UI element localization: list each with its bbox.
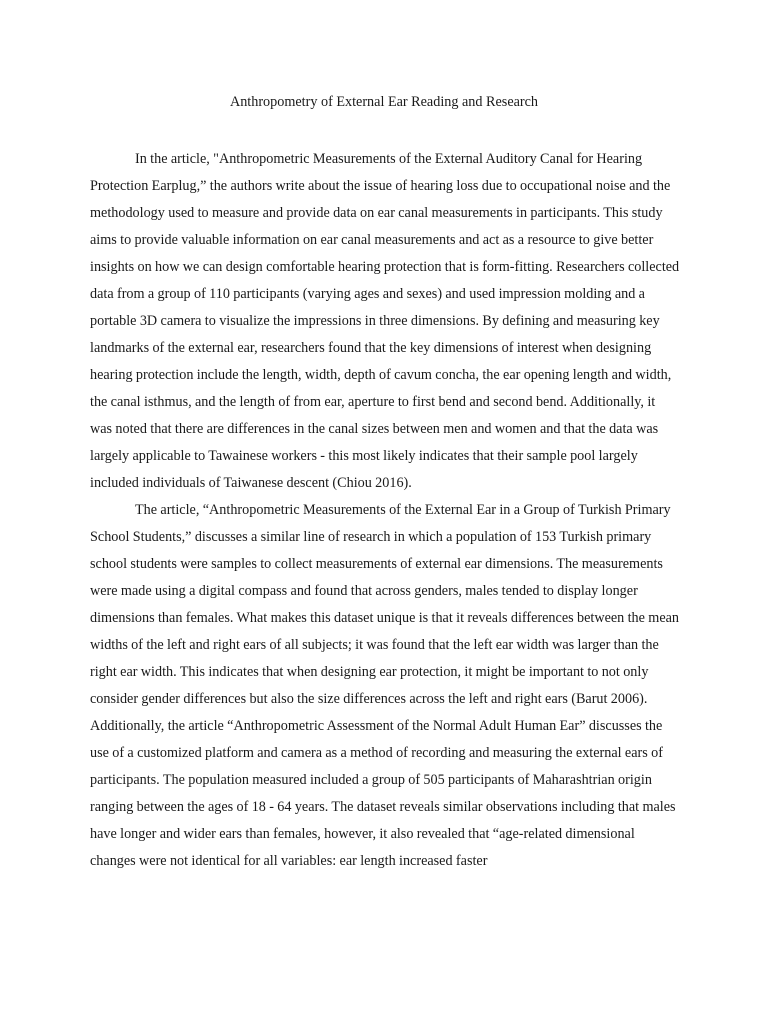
document-title: Anthropometry of External Ear Reading and Research: [229, 94, 539, 110]
paragraph-2: The article, “Anthropometric Measurements of the External Ear in a Group of Turkish Primary School Students,” discusses a similar line of research in which a population of 153 Turkish primary school students were samples to collect measurements of external ear dimensions. The measurements were made using a digital compass and found that across genders, males tended to display longer dimensions than females. What makes this dataset unique is that it reveals differences between the mean widths of the left and right ears of all subjects; it was found that the left ear width was larger than the right ear width. This indicates that when designing ear protection, it might be important to not only consider gender differences but also the size differences across the left and right ears (Barut 2006). Additionally, the article “Anthropometric Assessment of the Normal Adult Human Ear” discusses the use of a customized platform and camera as a method of recording and measuring the external ears of participants. The population measured included a group of 505 participants of Maharashtrian origin ranging between the ages of 18 - 64 years. The dataset reveals similar observations including that males have longer and wider ears than females, however, it also revealed that “age-related dimensional changes were not identical for all variables: ear length increased faster: [90, 502, 680, 869]
document-body: [90, 146, 680, 875]
paragraph-1: In the article, "Anthropometric Measurements of the External Auditory Canal for Hearing Protection Earplug,” the authors write about the issue of hearing loss due to occupational noise and the methodology used to measure and provide data on ear canal measurements in participants. This study aims to provide valuable information on ear canal measurements and act as a resource to give better insights on how we can design comfortable hearing protection that is form-fitting. Researchers collected data from a group of 110 participants (varying ages and sexes) and used impression molding and a portable 3D camera to visualize the impressions in three dimensions. By defining and measuring key landmarks of the external ear, researchers found that the key dimensions of interest when designing hearing protection include the length, width, depth of cavum concha, the ear opening length and width, the canal isthmus, and the length of from ear, aperture to first bend and second bend. Additionally, it was noted that there are differences in the canal sizes between men and women and that the data was largely applicable to Tawainese workers - this most likely indicates that their sample pool largely included individuals of Taiwanese descent (Chiou 2016).: [90, 151, 680, 491]
